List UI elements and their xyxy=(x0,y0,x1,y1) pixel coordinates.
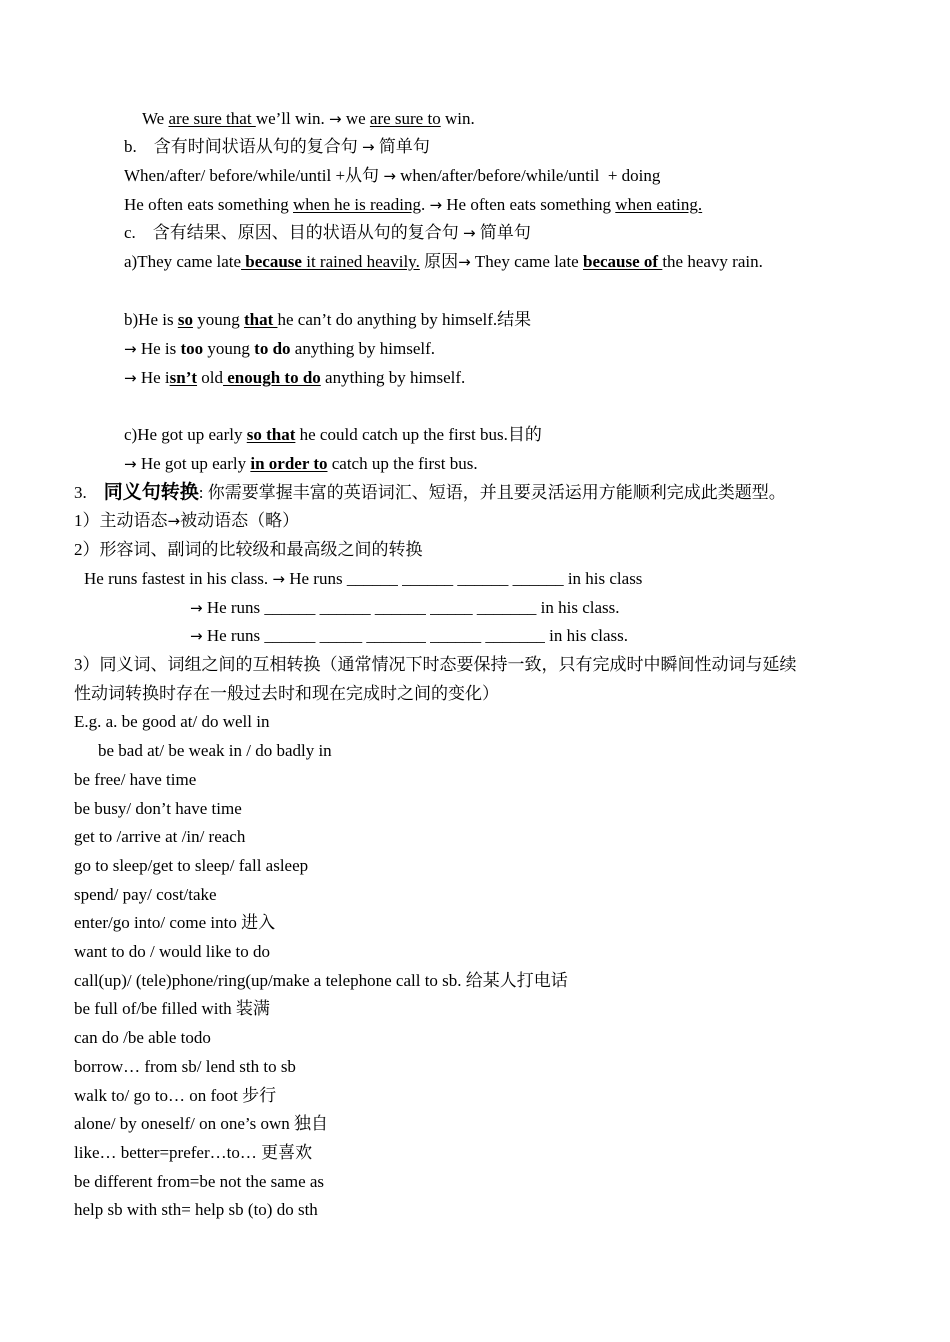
arrow-right-icon: → xyxy=(329,110,342,128)
phrase-line: want to do / would like to do xyxy=(74,942,270,961)
time-clause-rule: When/after/ before/while/until +从句 → when/after/before/while/until + doing xyxy=(124,166,661,185)
phrase-line: spend/ pay/ cost/take xyxy=(74,885,217,904)
example-because: a)They came late because it rained heavily. 原因→ They came late because of the heavy rain. xyxy=(124,252,763,271)
example-runs-fastest: He runs fastest in his class. → He runs ______ ______ ______ ______ in his class xyxy=(84,569,643,588)
phrase-line: help sb with sth= help sb (to) do sth xyxy=(74,1200,318,1219)
example-sure-that: We are sure that we’ll win. → we are sure to win. xyxy=(142,109,475,128)
arrow-right-icon: → xyxy=(362,138,375,156)
example-enough-to: → He isn’t old enough to do anything by himself. xyxy=(124,368,466,387)
section-3-heading: 3. 同义句转换: 你需要掌握丰富的英语词汇、短语，并且要灵活运用方能顺利完成此类题型。 xyxy=(74,482,786,503)
section-b-heading: b. 含有时间状语从句的复合句 → 简单句 xyxy=(124,137,430,156)
example-purpose-so-that: c)He got up early so that he could catch up the first bus.目的 xyxy=(124,425,542,444)
arrow-right-icon: → xyxy=(429,196,443,214)
arrow-right-icon: → xyxy=(272,570,285,588)
arrow-right-icon: → xyxy=(458,253,471,271)
phrase-line: like… better=prefer…to… 更喜欢 xyxy=(74,1143,313,1162)
arrow-right-icon: → xyxy=(190,627,203,645)
phrase-line: be busy/ don’t have time xyxy=(74,799,242,818)
arrow-right-icon: → xyxy=(124,340,137,358)
example-in-order-to: → He got up early in order to catch up the first bus. xyxy=(124,454,478,473)
arrow-right-icon: → xyxy=(463,224,476,242)
phrase-line: enter/go into/ come into 进入 xyxy=(74,913,276,932)
phrase-line: get to /arrive at /in/ reach xyxy=(74,827,246,846)
phrase-line: walk to/ go to… on foot 步行 xyxy=(74,1086,277,1105)
example-so-that: b)He is so young that he can’t do anything by himself.结果 xyxy=(124,310,532,329)
phrase-line: borrow… from sb/ lend sth to sb xyxy=(74,1057,296,1076)
phrase-line: call(up)/ (tele)phone/ring(up/make a telephone call to sb. 给某人打电话 xyxy=(74,971,568,990)
example-too-to: → He is too young to do anything by himself. xyxy=(124,339,436,358)
item-3-synonyms: 3）同义词、词组之间的互相转换（通常情况下时态要保持一致，只有完成时中瞬间性动词与延续 xyxy=(74,655,797,674)
example-runs-blank-3: → He runs ______ _____ _______ ______ _______ in his class. xyxy=(190,626,629,645)
phrase-line: alone/ by oneself/ on one’s own 独自 xyxy=(74,1114,329,1133)
arrow-right-icon: → xyxy=(167,512,181,530)
arrow-right-icon: → xyxy=(124,369,137,387)
phrase-line: go to sleep/get to sleep/ fall asleep xyxy=(74,856,309,875)
arrow-right-icon: → xyxy=(383,167,396,185)
item-2-comparison: 2）形容词、副词的比较级和最高级之间的转换 xyxy=(74,540,423,559)
phrase-line: be different from=be not the same as xyxy=(74,1172,325,1191)
phrase-line: can do /be able todo xyxy=(74,1028,211,1047)
phrase-line: be free/ have time xyxy=(74,770,197,789)
phrase-line: be full of/be filled with 装满 xyxy=(74,999,270,1018)
arrow-right-icon: → xyxy=(124,455,137,473)
arrow-right-icon: → xyxy=(190,599,203,617)
section-c-heading: c. 含有结果、原因、目的状语从句的复合句 → 简单句 xyxy=(124,223,531,242)
item-1-voice: 1）主动语态→被动语态（略） xyxy=(74,511,300,530)
example-runs-blank-2: → He runs ______ ______ ______ _____ _______ in his class. xyxy=(190,598,620,617)
item-3-synonyms-cont: 性动词转换时存在一般过去时和现在完成时之间的变化） xyxy=(74,684,499,703)
example-when-reading: He often eats something when he is reading. → He often eats something when eating. xyxy=(124,195,703,214)
phrase-line: be bad at/ be weak in / do badly in xyxy=(98,741,332,760)
phrase-line: E.g. a. be good at/ do well in xyxy=(74,712,270,731)
